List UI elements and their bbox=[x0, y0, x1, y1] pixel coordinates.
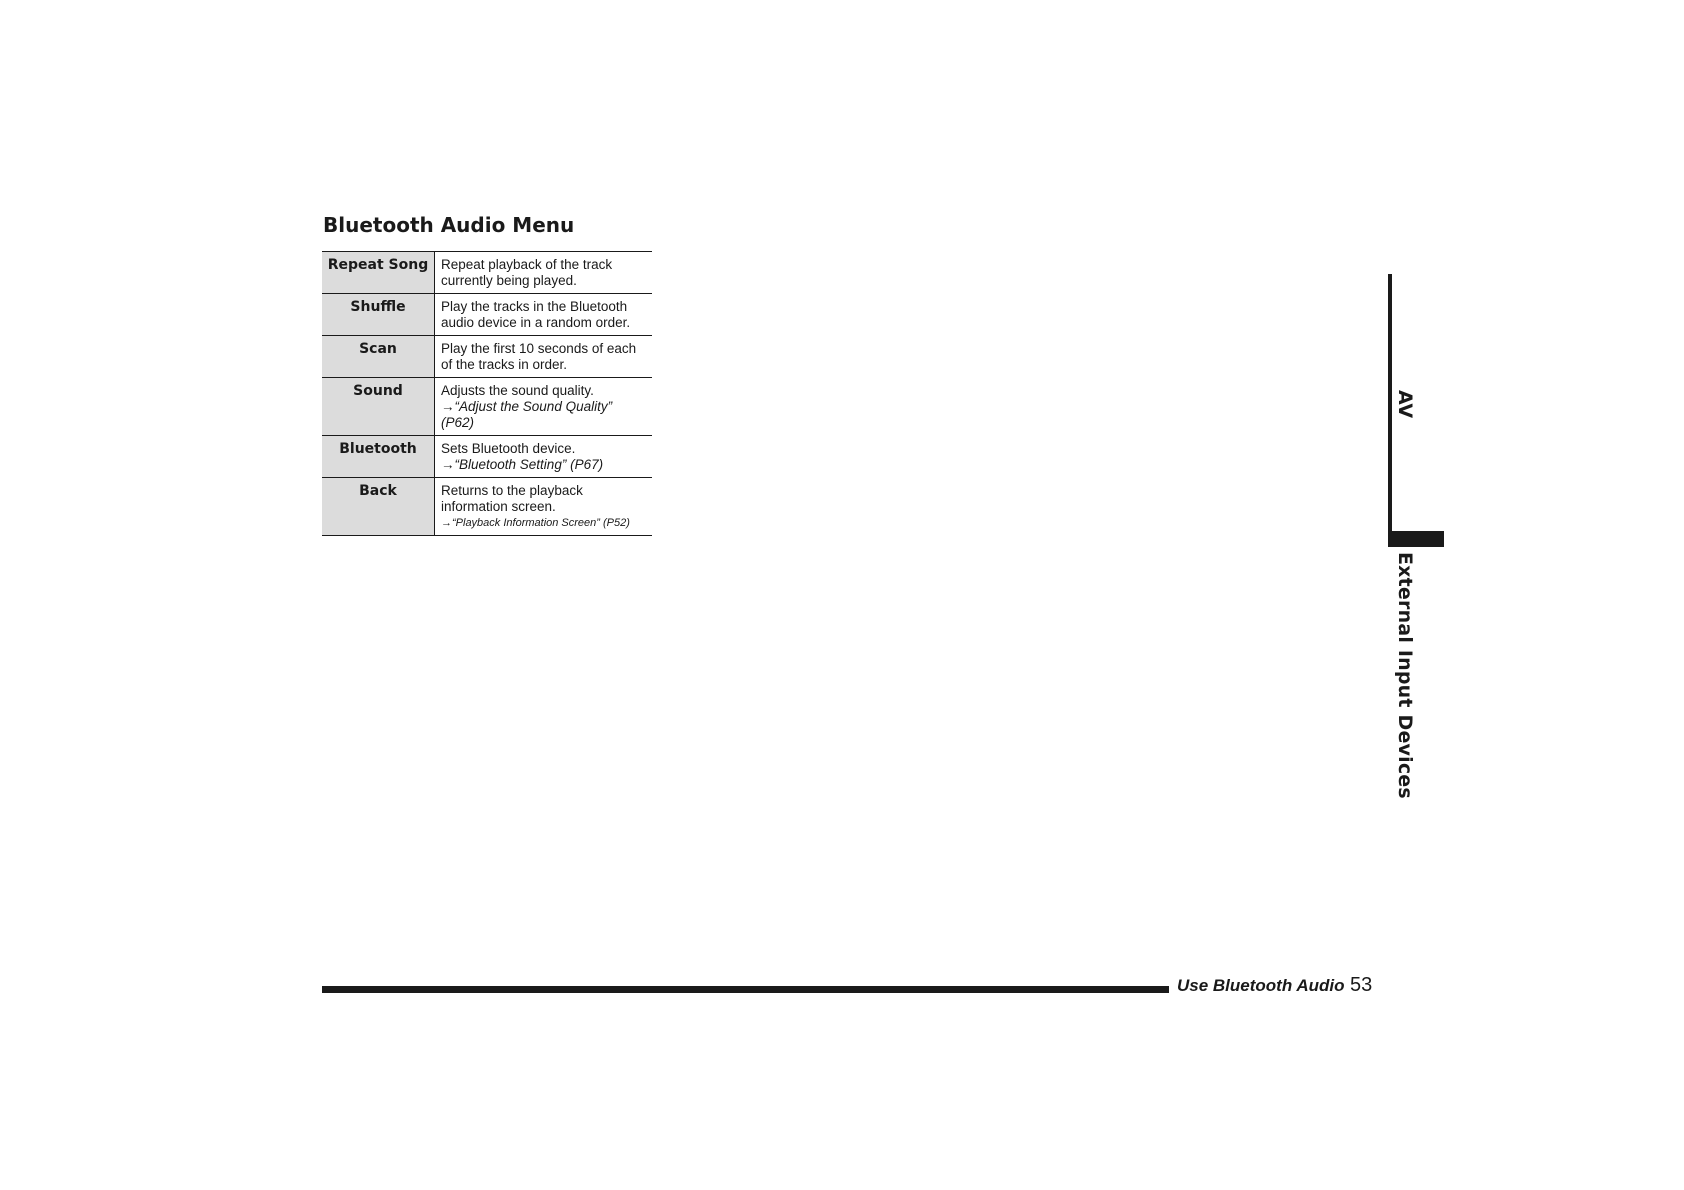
description-line: Sets Bluetooth device. bbox=[441, 441, 576, 456]
menu-item-description bbox=[435, 336, 653, 378]
description-line: Play the tracks in the Bluetooth bbox=[441, 299, 628, 314]
chapter-label: AV bbox=[1394, 390, 1416, 419]
menu-item-description bbox=[435, 378, 653, 436]
bluetooth-audio-menu-table bbox=[322, 251, 652, 536]
side-tab-marker bbox=[1388, 531, 1444, 547]
section-title: Bluetooth Audio Menu bbox=[323, 213, 575, 237]
page-reference-link: →“Playback Information Screen” (P52) bbox=[441, 517, 630, 529]
description-line: audio device in a random order. bbox=[441, 315, 631, 330]
menu-item-description bbox=[435, 252, 653, 294]
description-line: information screen. bbox=[441, 499, 556, 514]
page-number: 53 bbox=[1350, 974, 1373, 996]
menu-item-name: Shuffle bbox=[322, 294, 435, 336]
table-row-back bbox=[322, 478, 652, 536]
table-row-shuffle bbox=[322, 294, 652, 336]
footer-section-label: Use Bluetooth Audio bbox=[1177, 976, 1345, 995]
menu-item-description bbox=[435, 478, 653, 536]
menu-item-name: Scan bbox=[322, 336, 435, 378]
menu-item-name: Sound bbox=[322, 378, 435, 436]
menu-item-name: Bluetooth bbox=[322, 436, 435, 478]
description-line: Repeat playback of the track bbox=[441, 257, 613, 272]
page-reference-link: →“Adjust the Sound Quality” (P62) bbox=[441, 399, 613, 430]
description-line: Adjusts the sound quality. bbox=[441, 383, 594, 398]
description-line: of the tracks in order. bbox=[441, 357, 568, 372]
description-line: Returns to the playback bbox=[441, 483, 583, 498]
menu-item-description bbox=[435, 294, 653, 336]
table-row-repeat-song bbox=[322, 252, 652, 294]
menu-item-name: Repeat Song bbox=[322, 252, 435, 294]
table-row-scan bbox=[322, 336, 652, 378]
footer-rule bbox=[322, 986, 1169, 993]
menu-item-description bbox=[435, 436, 653, 478]
description-line: currently being played. bbox=[441, 273, 577, 288]
table-row-bluetooth bbox=[322, 436, 652, 478]
subchapter-label: External Input Devices bbox=[1394, 552, 1416, 799]
page-reference-link: →“Bluetooth Setting” (P67) bbox=[441, 457, 604, 472]
description-line: Play the first 10 seconds of each bbox=[441, 341, 637, 356]
table-row-sound bbox=[322, 378, 652, 436]
side-tab-rule bbox=[1388, 274, 1392, 532]
menu-item-name: Back bbox=[322, 478, 435, 536]
